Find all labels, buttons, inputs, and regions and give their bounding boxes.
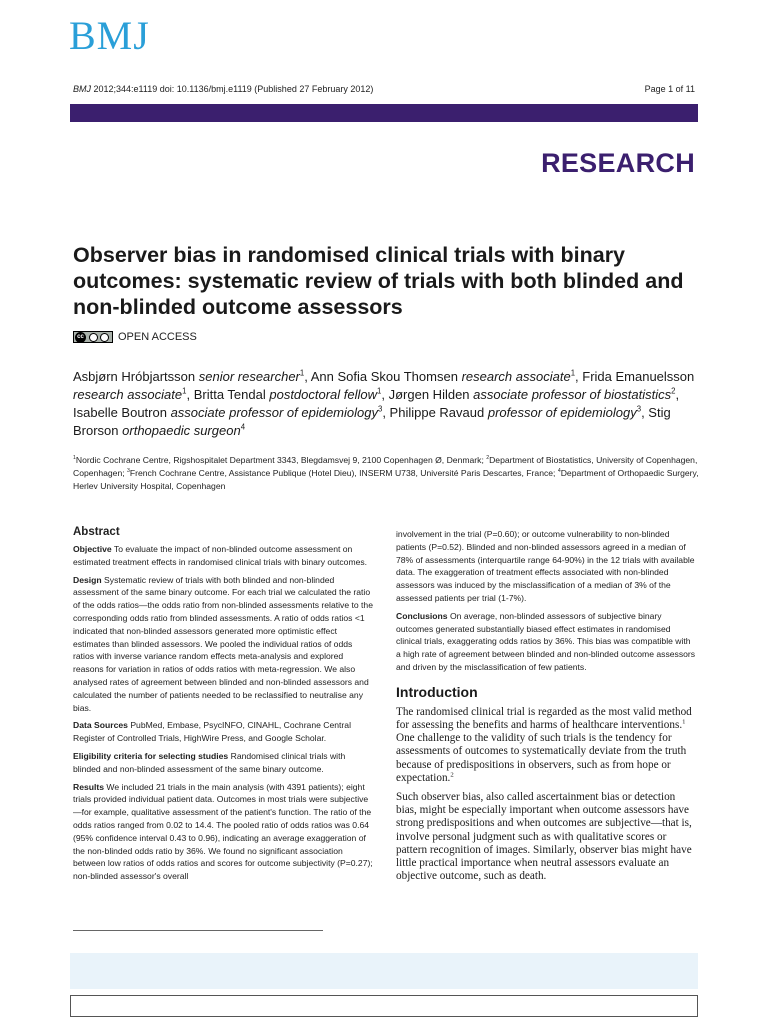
author-affiliation: 2 [671,386,676,396]
author-role: research associate [461,369,571,384]
author-name: Ann Sofia Skou Thomsen [310,369,458,384]
author-role: postdoctoral fellow [269,387,378,402]
abstract-conclusions [396,610,696,674]
bmj-logo: BMJ [69,13,150,58]
affiliation-number: 4 [557,468,561,475]
abstract-column-left [73,525,373,888]
affiliation-number: 2 [486,455,490,462]
author-role: associate professor of epidemiology [170,405,378,420]
abstract-results [73,781,373,883]
author-role: associate professor of biostatistics [473,387,672,402]
affiliation-number: 3 [127,468,130,475]
abstract-objective [73,543,373,569]
author-affiliation: 4 [240,422,246,432]
page-number: Page 1 of 11 [644,84,695,94]
intro-text: One challenge to the validity of such trials is the tendency for assessments of outcomes to systematically deviate from the truth because of predispositions in observers, such as from hope or expectation. [396,732,687,784]
design-label: Design [73,574,102,585]
citation-journal: BMJ [73,84,91,94]
introduction-paragraph [396,706,696,785]
author-separator: , [186,387,194,402]
author-affiliation: 1 [299,368,305,378]
author-list [73,368,703,440]
reference-marker: 2 [450,771,454,779]
citation-details: 2012;344:e1119 doi: 10.1136/bmj.e1119 (Published 27 February 2012) [91,84,374,94]
results-label: Results [73,781,105,792]
design-text: Systematic review of trials with both blinded and non-blinded assessment of the same binary outcome. For each trial we calculated the ratio of the odds ratios—the odds ratio from non-blinded assessments relative to the corresponding odds ratio from blinded assessments. A ratio of odds ratios <1 indicated that non-blinded assessors generated more optimistic effect estimates than blinded assessors. We pooled the individual ratios of odds ratios with inverse variance random effects meta-analysis and explored reasons for variation in ratios of odds ratios with meta-regression. We also analysed rates of agreement between blinded and non-blinded assessors and calculated the number of patients needed to be reclassified to neutralise any bias. [73,574,373,713]
author-name: Britta Tendal [193,387,266,402]
conclusions-text: On average, non-blinded assessors of subjective binary outcomes generated substantially biased effect estimates in randomised clinical trials, exaggerating odds ratios by 36%. This bias was compatible with a high rate of agreement between blinded and non-blinded outcome assessors and driven by the misclassification of few patients. [396,610,696,672]
author-separator: , [382,405,390,420]
citation-line [73,84,373,94]
attribution-icon [89,333,98,342]
affiliation-text: French Cochrane Centre, Assistance Publique (Hotel Dieu), INSERM U738, Université Paris Descartes, France; [129,468,558,478]
introduction-heading: Introduction [396,683,478,700]
footer-band [70,953,698,989]
author-role: professor of epidemiology [487,405,637,420]
eligibility-text: Randomised clinical trials with blinded and non-blinded assessment of the same binary outcome. [73,750,346,774]
conclusions-label: Conclusions [396,610,448,621]
author-role: orthopaedic surgeon [122,423,241,438]
data-sources-text: PubMed, Embase, PsycINFO, CINAHL, Cochrane Central Register of Controlled Trials, HighWire Press, and Google Scholar. [73,720,351,744]
intro-text: The randomised clinical trial is regarded as the most valid method for assessing the benefits and harms of healthcare interventions. [396,705,692,731]
data-sources-label: Data Sources [73,720,128,731]
creative-commons-icon [73,331,113,343]
author-name: Stig Brorson [73,405,671,438]
author-name: Philippe Ravaud [389,405,485,420]
author-affiliation: 1 [570,368,576,378]
footer-box [70,995,698,1017]
author-affiliation: 1 [377,386,382,396]
author-role: research associate [73,387,183,402]
objective-label: Objective [73,544,112,554]
header-band [70,104,698,122]
abstract-design [73,574,373,715]
author-name: Isabelle Boutron [73,405,167,420]
open-access-row [73,330,197,344]
reference-marker: 1 [682,718,686,726]
section-label: RESEARCH [541,148,695,178]
abstract-heading: Abstract [73,526,120,538]
noncommercial-icon [100,333,109,342]
open-access-label: OPEN ACCESS [118,331,197,343]
eligibility-label: Eligibility criteria for selecting studies [73,750,229,761]
introduction-body [396,706,696,884]
affiliation-text: Nordic Cochrane Centre, Rigshospitalet Department 3343, Blegdamsvej 9, 2100 Copenhagen Ø, Denmark; [75,455,487,465]
results-text: We included 21 trials in the main analysis (with 4391 patients); eight trials provided individual patient data. Outcomes in most trials were subjective—for example, qualitative assessment of the patient's function. The ratio of the odds ratios ranged from 0.02 to 14.4. The pooled ratio of odds ratios was 0.64 (95% confidence interval 0.43 to 0.96), indicating an average exaggeration of the non-blinded odds ratio by 36%. We found no significant association between low ratios of odds ratios and scores for outcome subjectivity (P=0.27); non-blinded assessor's overall [73,781,373,882]
article-title: Observer bias in randomised clinical trials with binary outcomes: systematic review of trials with both blinded and non-blinded outcome assessors [73,243,684,319]
author-separator: , [304,369,311,384]
abstract-eligibility [73,750,373,776]
author-affiliation: 1 [182,386,187,396]
cc-icon-letters: cc [75,332,86,343]
affiliation-text: Department of Orthopaedic Surgery, Herlev University Hospital, Copenhagen [73,468,699,491]
introduction-paragraph: Such observer bias, also called ascertainment bias or detection bias, might be especially important when outcome assessors have strong predispositions and when outcomes are subjective—that is, involve personal judgment such as with qualitative scores or pattern recognition of images. Similarly, observer bias might have little practical importance when neutral assessors evaluate an objective outcome, such as death. [396,790,692,883]
abstract-column-right [396,528,696,889]
author-separator: , [641,405,649,420]
author-separator: , [675,387,680,402]
author-name: Asbjørn Hróbjartsson [73,369,196,384]
author-role: senior researcher [198,369,300,384]
affiliations [73,454,703,493]
affiliation-number: 1 [73,455,76,462]
author-separator: , [381,387,389,402]
author-affiliation: 3 [377,404,383,414]
author-name: Jørgen Hilden [388,387,470,402]
abstract-data-sources [73,719,373,745]
affiliation-text: Department of Biostatistics, University of Copenhagen, Copenhagen; [73,455,698,478]
author-separator: , [575,369,583,384]
objective-text: To evaluate the impact of non-blinded outcome assessment on estimated treatment effects in randomised clinical trials with binary outcomes. [73,544,368,567]
author-affiliation: 3 [636,404,642,414]
abstract-results-continued: involvement in the trial (P=0.60); or outcome vulnerability to non-blinded patients (P=0.52). Blinded and non-blinded assessors agreed in a median of 78% of assessments (interquartile range 64-90%) in the 12 trials with available data. The exaggeration of treatment effects associated with non-blinded assessors was induced by the misclassification of a median of 3% of the assessed patients per trial (1-7%). [396,529,695,603]
author-name: Frida Emanuelsson [582,369,695,384]
footnote-divider [73,930,323,931]
